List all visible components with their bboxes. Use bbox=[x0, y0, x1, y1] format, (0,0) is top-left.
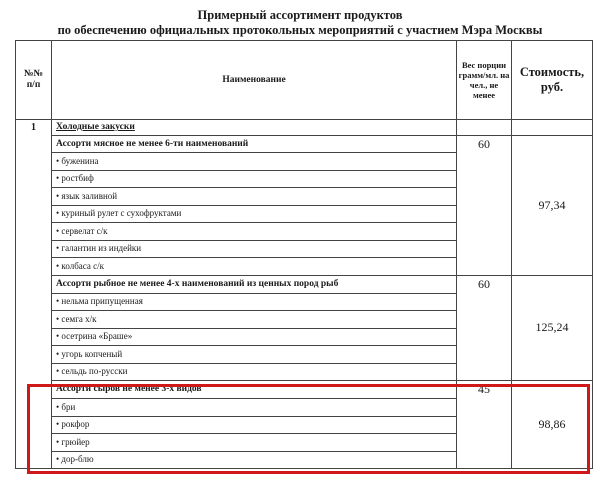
group-weight: 60 bbox=[457, 275, 512, 381]
group-row-meat bbox=[16, 136, 593, 153]
header-weight: Вес порции грамм/мл. на чел., не менее bbox=[457, 41, 512, 120]
group-title: Ассорти рыбное не менее 4-х наименований из ценных пород рыб bbox=[52, 275, 457, 293]
section-title: Холодные закуски bbox=[52, 120, 457, 136]
item-name: • грюйер bbox=[52, 434, 457, 452]
group-cost: 98,86 bbox=[512, 381, 593, 469]
group-cost: 125,24 bbox=[512, 275, 593, 381]
section-number: 1 bbox=[16, 120, 52, 469]
item-name: • колбаса с/к bbox=[52, 258, 457, 276]
item-name: • сервелат с/к bbox=[52, 223, 457, 241]
item-name: • буженина bbox=[52, 153, 457, 171]
blank-cell bbox=[457, 120, 512, 136]
item-name: • ростбиф bbox=[52, 170, 457, 188]
header-name: Наименование bbox=[52, 41, 457, 120]
table-header-row bbox=[16, 41, 593, 120]
item-name: • угорь копченый bbox=[52, 346, 457, 364]
item-name: • сельдь по-русски bbox=[52, 363, 457, 381]
item-name: • семга х/к bbox=[52, 311, 457, 329]
document-title: Примерный ассортимент продуктов bbox=[197, 8, 403, 22]
item-name: • дор-блю bbox=[52, 451, 457, 469]
group-cost: 97,34 bbox=[512, 136, 593, 276]
group-weight: 60 bbox=[457, 136, 512, 276]
item-name: • галантин из индейки bbox=[52, 240, 457, 258]
section-row bbox=[16, 120, 593, 136]
group-title: Ассорти сыров не менее 3-х видов bbox=[52, 381, 457, 399]
item-name: • куриный рулет с сухофруктами bbox=[52, 205, 457, 223]
header-number: №№ п/п bbox=[16, 41, 52, 120]
item-name: • нельма припущенная bbox=[52, 293, 457, 311]
assortment-table bbox=[15, 40, 593, 469]
group-title: Ассорти мясное не менее 6-ти наименований bbox=[52, 136, 457, 153]
group-weight: 45 bbox=[457, 381, 512, 469]
group-row-fish bbox=[16, 275, 593, 293]
item-name: • язык заливной bbox=[52, 188, 457, 206]
item-name: • осетрина «Браше» bbox=[52, 328, 457, 346]
item-name: • бри bbox=[52, 399, 457, 417]
document-subtitle: по обеспечению официальных протокольных мероприятий с участием Мэра Москвы bbox=[57, 23, 543, 37]
header-cost: Стоимость, руб. bbox=[512, 41, 593, 120]
item-name: • рокфор bbox=[52, 416, 457, 434]
group-row-cheese bbox=[16, 381, 593, 399]
blank-cell bbox=[512, 120, 593, 136]
